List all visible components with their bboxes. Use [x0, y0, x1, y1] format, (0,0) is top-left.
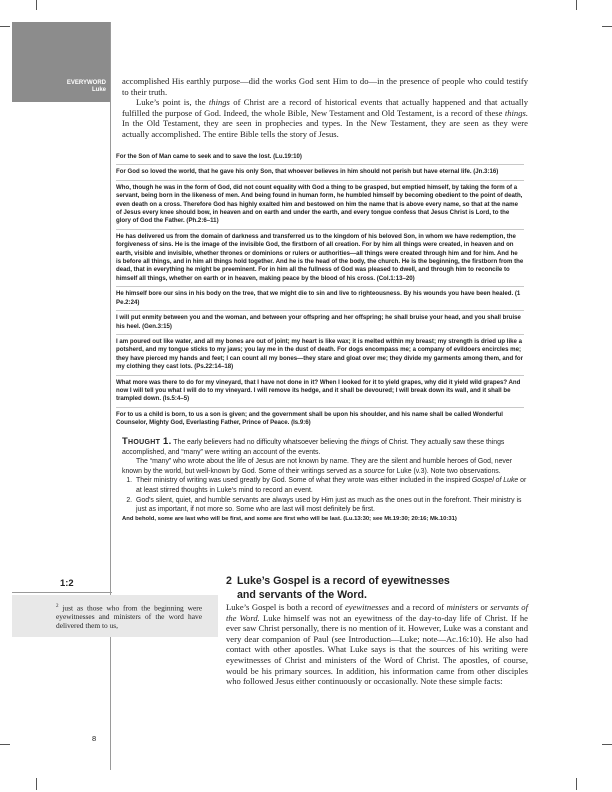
divider	[116, 164, 524, 165]
thought-paragraph: Thought 1. The early believers had no difficulty whatsoever believing the things of Christ. They actually saw these things accomplished, and “many” were writing an account of the events.	[122, 435, 505, 456]
divider	[116, 180, 524, 181]
thought-block	[122, 436, 528, 523]
divider	[116, 310, 524, 311]
crop-mark	[36, 778, 37, 790]
column-divider	[110, 22, 111, 770]
divider	[116, 407, 524, 408]
series-name: EVERYWORD	[66, 80, 106, 86]
thought-paragraph: The “many” who wrote about the life of Jesus are not known by name. They are the silent and humble heroes of God, never known by the world, but well-known by God. Some of their writings served as a source for Luke (v.3). Note two observations.	[122, 458, 513, 475]
divider	[116, 375, 524, 376]
list-item: 1. Their ministry of writing was used greatly by God. Some of what they wrote was either included in the inspired Gospel of Luke or at least stirred thoughts in Luke’s mind to record an event.	[134, 476, 528, 495]
book-name: Luke	[91, 87, 106, 93]
intro-text	[122, 76, 528, 140]
observation-list	[122, 476, 528, 514]
crop-mark	[602, 26, 612, 27]
crop-mark	[602, 744, 612, 745]
scripture-quotes	[116, 153, 524, 431]
intro-paragraph: accomplished His earthly purpose—did the works God sent Him to do—in the presence of people who could testify to their truth.	[122, 76, 528, 97]
divider	[116, 229, 524, 230]
scripture-quote: And behold, some are last who will be first, and some are first who will be last. (Lu.13:30; see Mt.19:30; 20:16; Mk.10:31)	[122, 515, 457, 522]
list-item: 2. God’s silent, quiet, and humble servants are always used by Him just as much as the ones out in the forefront. Their ministry is just as important, if not more so. Some who are last will most definitely be first.	[134, 496, 528, 515]
scripture-quote: He himself bore our sins in his body on the tree, that we might die to sin and live to righteousness. By his wounds you have been healed. (1 Pe.2:24)	[116, 290, 521, 306]
verse-text: $^2$ just as those who from the beginning were eyewitnesses and ministers of the word have delivered them to us,	[56, 603, 202, 631]
scripture-quote: He has delivered us from the domain of darkness and transferred us to the kingdom of his beloved Son, in whom we have redemption, the forgiveness of sins. He is the image of the invisible God, the firstborn of all creation. For by him all things were created, in heaven and on earth, visible and invisible, whether thrones or dominions or rulers or authorities—all things were created through him and for him. And he is before all things, and in him all things hold together. And he is the head of the body, the church. He is the beginning, the firstborn from the dead, that in everything he might be preeminent. For in him all the fullness of God was pleased to dwell, and through him to reconcile to himself all things, whether on earth or in heaven, making peace by the blood of his cross. (Col.1:13–20)	[116, 232, 524, 282]
crop-mark	[0, 26, 10, 27]
section-number: 2	[226, 575, 232, 587]
divider	[12, 592, 112, 593]
divider	[116, 286, 524, 287]
divider	[116, 334, 524, 335]
scripture-quote: I will put enmity between you and the woman, and between your offspring and her offspring; he shall bruise your head, and you shall bruise his heel. (Gen.3:15)	[116, 314, 521, 330]
scripture-quote: For God so loved the world, that he gave his only Son, that whoever believes in him should not perish but have eternal life. (Jn.3:16)	[116, 168, 499, 176]
section-body	[226, 602, 528, 687]
crop-mark	[576, 0, 577, 10]
scripture-quote: For to us a child is born, to us a son is given; and the government shall be upon his shoulder, and his name shall be called Wonderful Counselor, Mighty God, Everlasting Father, Prince of Peace. (Is.9:6)	[116, 410, 503, 427]
scripture-quote: Who, though he was in the form of God, did not count equality with God a thing to be grasped, but emptied himself, by taking the form of a servant, being born in the likeness of men. And being found in human form, he humbled himself by becoming obedient to the point of death, even death on a cross. Therefore God has highly exalted him and bestowed on him the name that is above every name, so that at the name of Jesus every knee should bow, in heaven and on earth and under the earth, and every tongue confess that Jesus Christ is Lord, to the glory of God the Father. (Ph.2:6–11)	[116, 183, 523, 225]
verse-reference: 1:2	[60, 577, 74, 588]
running-head-tab	[12, 22, 110, 102]
scripture-quote: For the Son of Man came to seek and to save the lost. (Lu.19:10)	[116, 153, 302, 160]
section-paragraph: Luke’s Gospel is both a record of eyewitnesses and a record of ministers or servants of the Word. Luke himself was not an eyewitness of the day-to-day life of Christ. If he ever saw Christ personally, there is no mention of it. However, Luke was a constant and very dear companion of Paul (see Introduction—Luke; note—Ac.16:10). He also had contact with other apostles. What Luke says is that the sources of his writing were eyewitnesses of Christ and ministers of the Word of Christ. The apostles, of course, would be his primary sources. In addition, his information came from other disciples who followed Jesus either continuously or occasionally. Note these simple facts:	[226, 602, 528, 687]
crop-mark	[0, 744, 10, 745]
page-number: 8	[92, 734, 97, 743]
crop-mark	[36, 0, 37, 10]
crop-mark	[576, 778, 577, 790]
section-heading: 2 Luke’s Gospel is a record of eyewitnesses and servants of the Word.	[226, 575, 450, 601]
verse-number: 2	[56, 604, 59, 609]
scripture-quote: I am poured out like water, and all my bones are out of joint; my heart is like wax; it is melted within my breast; my strength is dried up like a potsherd, and my tongue sticks to my jaws; you lay me in the dust of death. For dogs encompass me; a company of evildoers encircles me; they have pierced my hands and feet; I can count all my bones—they stare and gloat over me; they divide my garments among them, and for my clothing they cast lots. (Ps.22:14–18)	[116, 337, 524, 371]
scripture-quote: What more was there to do for my vineyard, that I have not done in it? When I looked for it to yield grapes, why did it yield wild grapes? And now I will tell you what I will do to my vineyard. I will remove its hedge, and it shall be devoured; I will break down its wall, and it shall be trampled down. (Is.5:4–5)	[116, 378, 521, 403]
thought-heading: Thought 1.	[122, 435, 172, 446]
intro-paragraph: Luke’s point is, the things of Christ are a record of historical events that actually happened and that actually fulfilled the purpose of God. Indeed, the whole Bible, New Testament and Old Testament, is a record of these things. In the Old Testament, they are seen in prophecies and types. In the New Testament, they are seen as they were actually accomplished. The entire Bible tells the story of Jesus.	[122, 97, 528, 139]
